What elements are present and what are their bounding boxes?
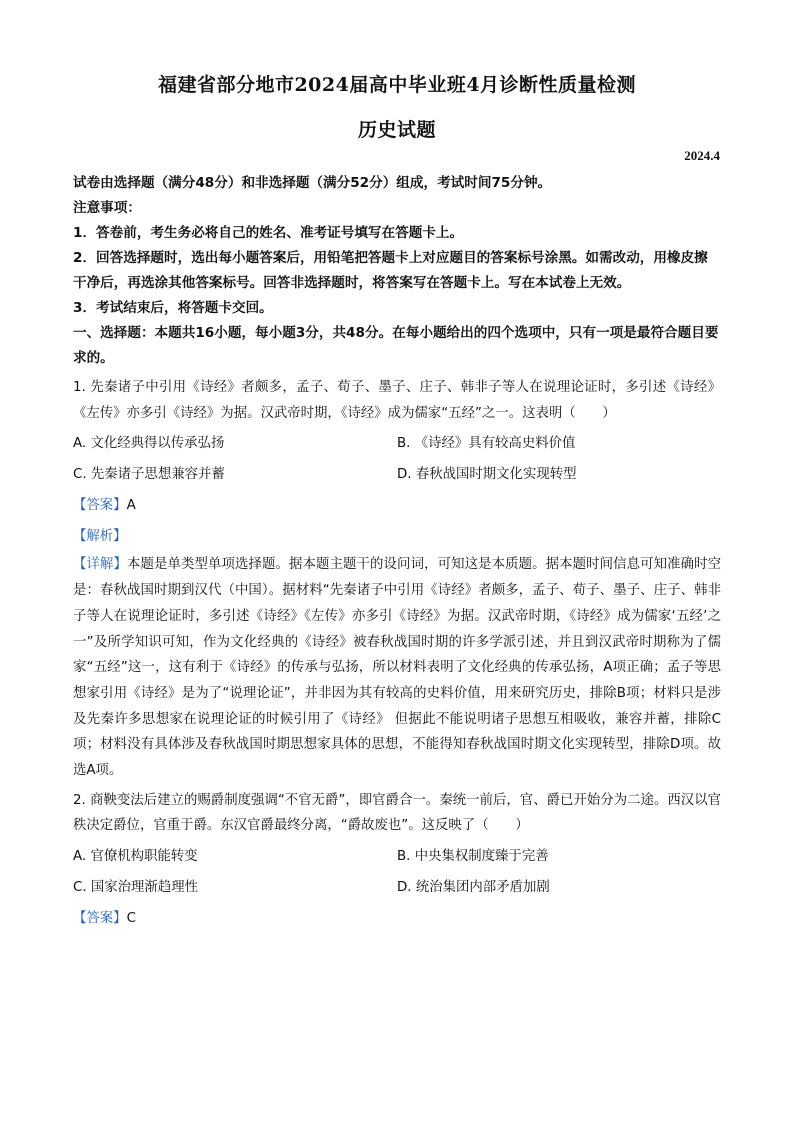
option-d: D. 统治集团内部矛盾加剧 bbox=[397, 880, 550, 896]
detail-paragraph bbox=[73, 552, 721, 783]
option-b: B. 中央集权制度臻于完善 bbox=[397, 849, 549, 865]
page-subtitle: 历史试题 bbox=[357, 119, 436, 141]
analysis-tag: 【解析】 bbox=[73, 529, 127, 545]
option-b: B. 《诗经》具有较高史料价值 bbox=[397, 436, 576, 452]
notice-heading: 注意事项： bbox=[73, 200, 141, 216]
question-stem: 1. 先秦诸子中引用《诗经》者颇多，孟子、荀子、墨子、庄子、韩非子等人在说理论证时，多引述《诗经》《左传》亦多引《诗经》为据。汉武帝时期，《诗经》成为儒家“五经”之一。这表明（ ） bbox=[73, 380, 721, 421]
question-stem: 2. 商鞅变法后建立的赐爵制度强调“不官无爵”，即官爵合一。秦统一前后，官、爵已开始分为二途。西汉以官秩决定爵位，官重于爵。东汉官爵最终分离，“爵故废也”。这反映了（ ） bbox=[73, 792, 721, 834]
question-options bbox=[73, 841, 721, 903]
answer-value: A bbox=[126, 498, 136, 514]
notice-item: 3．考试结束后，将答题卡交回。 bbox=[73, 300, 273, 316]
analysis-line bbox=[73, 521, 721, 552]
answer-line bbox=[73, 490, 721, 521]
option-c: C. 国家治理渐趋理性 bbox=[73, 880, 198, 896]
page-title: 福建省部分地市2024届高中毕业班4月诊断性质量检测 bbox=[157, 74, 637, 96]
option-a: A. 官僚机构职能转变 bbox=[73, 849, 198, 865]
answer-tag: 【答案】 bbox=[73, 498, 127, 514]
answer-tag: 【答案】 bbox=[73, 911, 127, 927]
exam-date: 2024.4 bbox=[684, 148, 720, 163]
detail-text: 本题是单类型单项选择题。据本题主题干的设问词，可知这是本质题。据本题时间信息可知准确时空是：春秋战国时期到汉代（中国）。据材料“先秦诸子中引用《诗经》者颇多，孟子、荀子、墨子、庄子、韩非子等人在说理论证时，多引述《诗经》《左传》亦多引《诗经》为据。汉武帝时期，《诗经》成为儒家‘五经’之一”及所学知识可知，作为文化经典的《诗经》被春秋战国时期的许多学派引述，并且到汉武帝时期称为了儒家“五经”这一，这有利于《诗经》的传承与弘扬，所以材料表明了文化经典的传承弘扬，A项正确；孟子等思想家引用《诗经》是为了“说理论证”，并非因为其有较高的史料价值，用来研究历史，排除B项；材料只是涉及先秦许多思想家在说理论证的时候引用了《诗经》 但据此不能说明诸子思想互相吸收，兼容并蓄，排除C项；材料没有具体涉及春秋战国时期思想家具体的思想，不能得知春秋战国时期文化实现转型，排除D项。故选A项。 bbox=[73, 557, 722, 779]
question-options bbox=[73, 428, 721, 490]
option-a: A. 文化经典得以传承弘扬 bbox=[73, 436, 225, 452]
intro-line: 试卷由选择题（满分48分）和非选择题（满分52分）组成，考试时间75分钟。 bbox=[73, 175, 552, 191]
answer-line bbox=[73, 903, 721, 934]
notice-item: 2．回答选择题时，选出每小题答案后，用铅笔把答题卡上对应题目的答案标号涂黑。如需改动，用橡皮擦干净后，再选涂其他答案标号。回答非选择题时，将答案写在答题卡上。写在本试卷上无效。 bbox=[73, 250, 708, 291]
exam-body bbox=[73, 171, 721, 934]
answer-value: C bbox=[126, 911, 136, 927]
notice-item: 1．答卷前，考生务必将自己的姓名、准考证号填写在答题卡上。 bbox=[73, 225, 464, 241]
option-c: C. 先秦诸子思想兼容并蓄 bbox=[73, 467, 225, 483]
option-d: D. 春秋战国时期文化实现转型 bbox=[397, 467, 577, 483]
section-heading: 一、选择题：本题共16小题，每小题3分，共48分。在每小题给出的四个选项中，只有一项是最符合题目要求的。 bbox=[73, 325, 719, 366]
detail-tag: 【详解】 bbox=[73, 557, 128, 573]
